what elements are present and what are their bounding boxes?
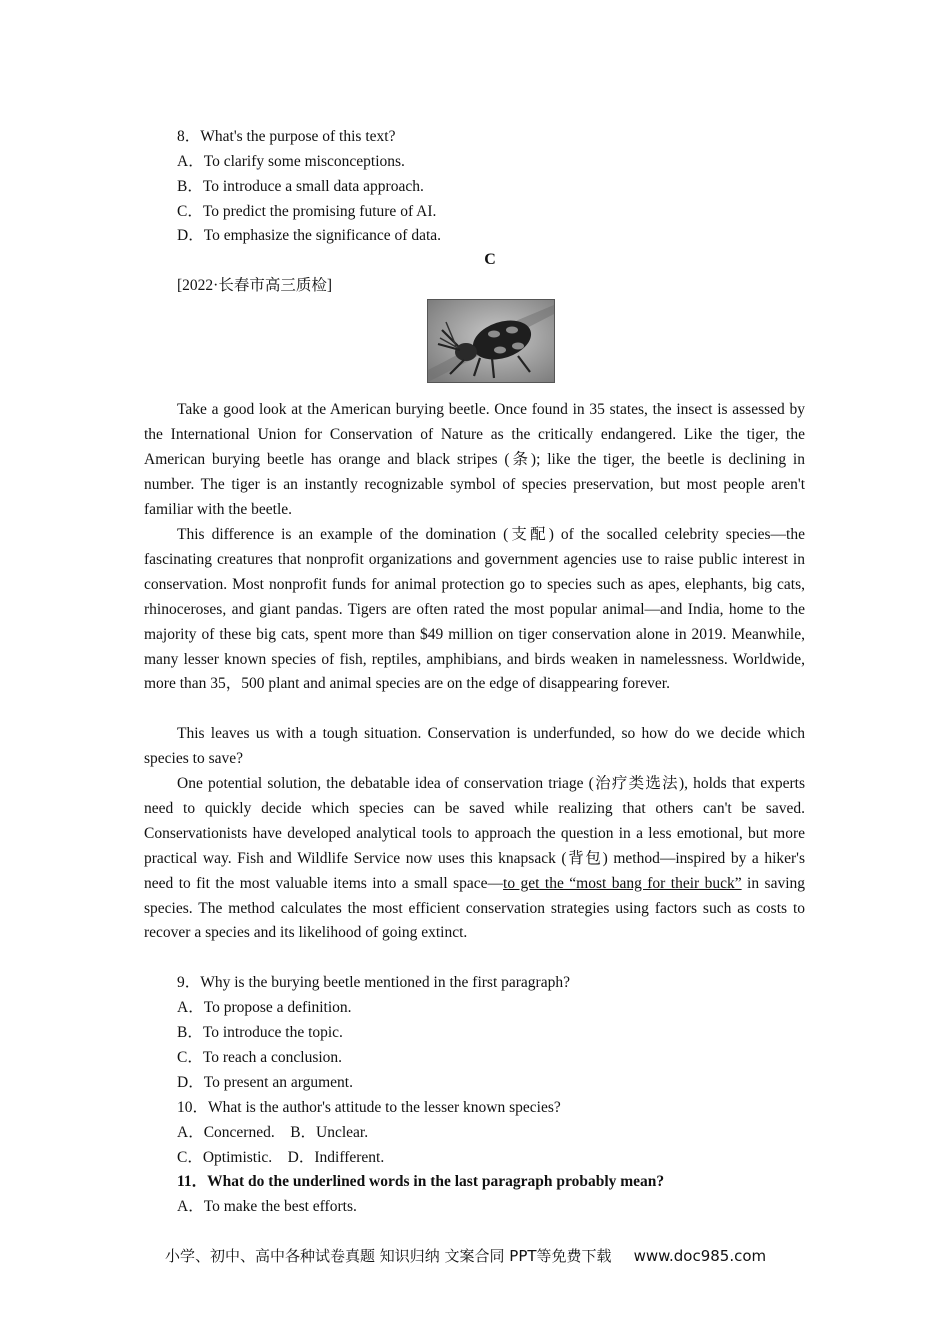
q8-question: 8．What's the purpose of this text?	[177, 128, 396, 145]
q11-option-a: A．To make the best efforts.	[177, 1198, 357, 1215]
q9-option-d: D．To present an argument.	[177, 1074, 353, 1091]
beetle-icon	[428, 300, 554, 382]
q8-option-a: A．To clarify some misconceptions.	[177, 153, 405, 170]
q9-option-c: C．To reach a conclusion.	[177, 1049, 343, 1066]
q10-options-row-1: A．Concerned. B．Unclear.	[177, 1124, 369, 1141]
passage-paragraph-2: This difference is an example of the domination (支配) of the socalled celebrity species—the fascinating creatures that nonprofit organizations and government agencies use to raise public interest in conservation. Most nonprofit funds for animal protection go to species such as apes, elephants, big cats, rhinoceroses, and giant pandas. Tigers are often rated the most popular animal—and India, home to the majority of these big cats, spent more than $49 million on tiger conservation alone in 2019. Meanwhile, many lesser known species of fish, reptiles, amphibians, and birds weaken in namelessness. Worldwide, more than 35，500 plant and animal species are on the edge of disappearing forever.	[144, 526, 805, 693]
underlined-phrase: to get the “most bang for their buck”	[503, 874, 742, 892]
q8-option-d: D．To emphasize the significance of data.	[177, 227, 442, 244]
q8-option-c: C．To predict the promising future of AI.	[177, 203, 437, 220]
footer-text: 小学、初中、高中各种试卷真题 知识归纳 文案合同 PPT等免费下载	[165, 1247, 612, 1265]
q10-options-row-2: C．Optimistic. D．Indifferent.	[177, 1149, 385, 1166]
q11-question: 11．What do the underlined words in the last paragraph probably mean?	[177, 1173, 665, 1190]
source-label: [2022·长春市高三质检]	[177, 277, 332, 294]
q8-option-b: B．To introduce a small data approach.	[177, 178, 424, 195]
paragraph-4-text-start: One potential solution, the debatable idea of conservation triage (治疗类选法), holds that experts need to quickly decide which species can be saved while realizing that others can't be saved. Conservationists have developed analytical tools to approach the question in a less emotional, but more practical way. Fish and Wildlife Service now uses this knapsack (背包) method—inspired by a hiker's need to fit the most valuable items into a small space—	[144, 775, 805, 892]
q10-question: 10．What is the author's attitude to the lesser known species?	[177, 1099, 561, 1116]
passage-paragraph-4	[144, 772, 805, 946]
q9-option-a: A．To propose a definition.	[177, 999, 352, 1016]
passage-paragraph-3: This leaves us with a tough situation. Conservation is underfunded, so how do we decide which species to save?	[144, 725, 805, 767]
q9-option-b: B．To introduce the topic.	[177, 1024, 343, 1041]
q9-question: 9．Why is the burying beetle mentioned in the first paragraph?	[177, 974, 570, 991]
paragraph-4-text-end: in saving species. The method calculates the most efficient conservation strategies using factors such as costs to recover a species and its likelihood of going extinct.	[144, 874, 806, 942]
passage-paragraph-1: Take a good look at the American burying beetle. Once found in 35 states, the insect is assessed by the International Union for Conservation of Nature as the critically endangered. Like the tiger, the American burying beetle has orange and black stripes (条); like the tiger, the beetle is declining in number. The tiger is an instantly recognizable symbol of species preservation, but most people aren't familiar with the beetle.	[144, 401, 805, 518]
footer	[165, 1245, 766, 1266]
beetle-photo	[427, 299, 555, 383]
footer-url[interactable]: www.doc985.com	[633, 1247, 767, 1265]
section-heading: C	[484, 251, 496, 268]
